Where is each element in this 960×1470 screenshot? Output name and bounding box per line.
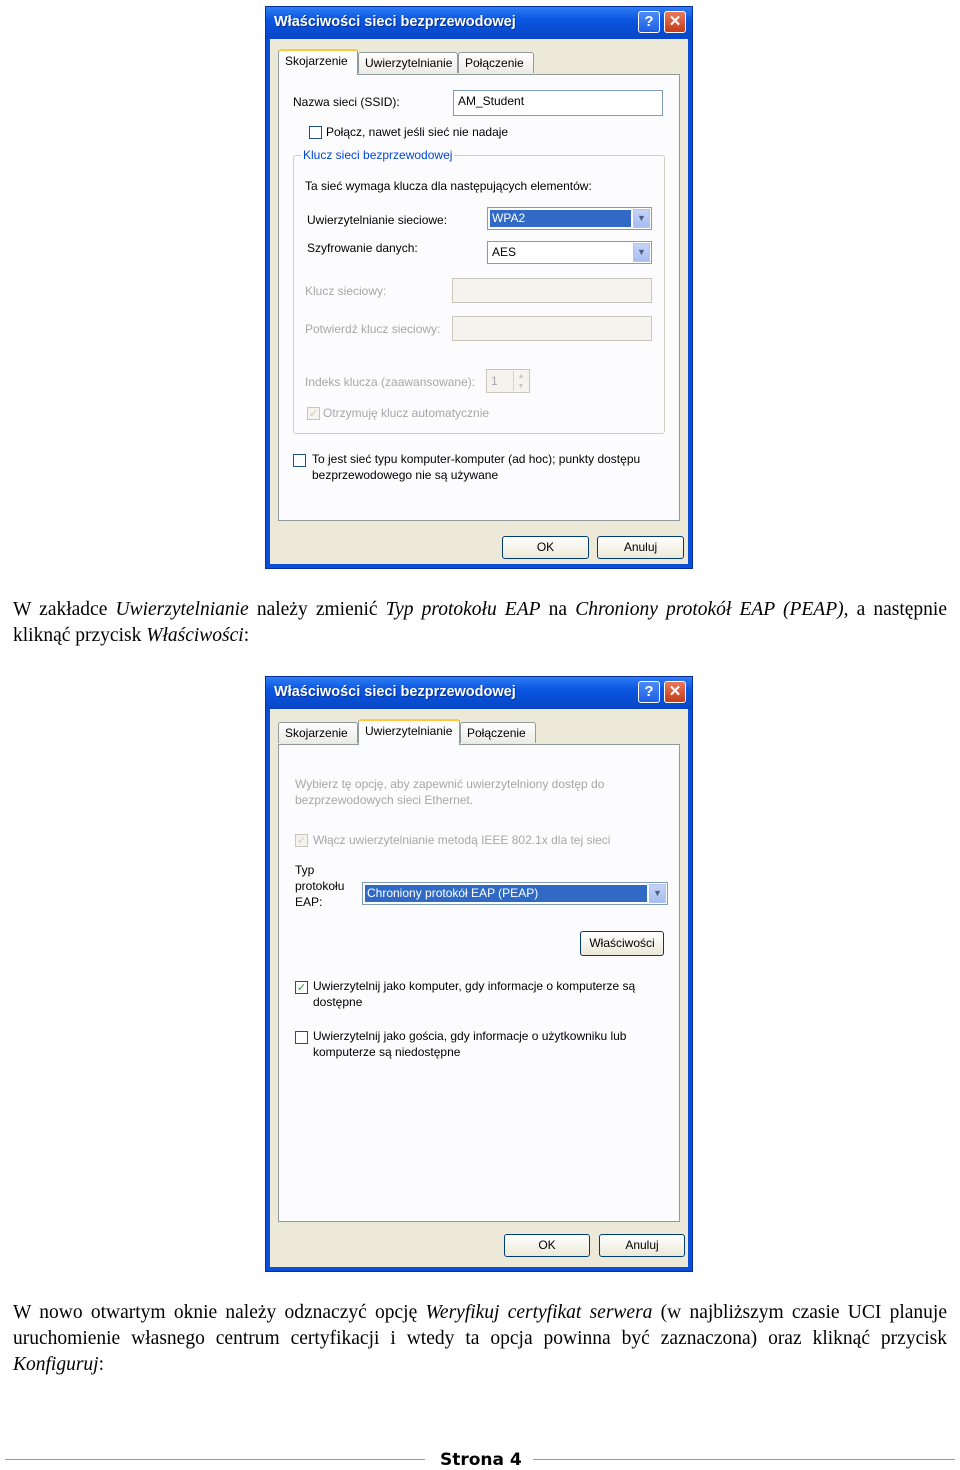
adhoc-checkbox[interactable] bbox=[293, 454, 306, 467]
dialog-body bbox=[270, 709, 688, 1267]
chevron-down-icon: ▼ bbox=[633, 209, 650, 228]
instruction-paragraph-1 bbox=[13, 597, 947, 649]
eap-type-select[interactable] bbox=[362, 882, 668, 905]
ieee8021x-checkbox: ✓ bbox=[296, 834, 307, 847]
italic-run: Typ protokołu EAP bbox=[385, 599, 541, 620]
connect-non-broadcast-checkbox[interactable] bbox=[309, 126, 322, 139]
network-key-group-title: Klucz sieci bezprzewodowej bbox=[303, 148, 453, 162]
footer-rule-right bbox=[533, 1459, 955, 1460]
tab-association[interactable]: Skojarzenie bbox=[278, 722, 358, 743]
dialog-title: Właściwości sieci bezprzewodowej bbox=[274, 14, 516, 30]
intro-line1: Wybierz tę opcję, aby zapewnić uwierzytelniony dostęp do bbox=[295, 777, 605, 791]
spinner-arrows-icon: ▲ ▼ bbox=[513, 371, 528, 391]
eap-type-label-line2: protokołu bbox=[295, 879, 345, 893]
auth-as-guest-label-line2: komputerze są niedostępne bbox=[313, 1045, 461, 1059]
cancel-button[interactable]: Anuluj bbox=[599, 1234, 685, 1257]
tab-authentication[interactable]: Uwierzytelnianie bbox=[358, 52, 458, 73]
italic-run: Chroniony protokół EAP (PEAP) bbox=[575, 599, 844, 620]
text-run: , a następnie kliknąć przycisk bbox=[13, 599, 947, 646]
tab-connection[interactable]: Połączenie bbox=[460, 722, 536, 743]
italic-run: Właściwości bbox=[146, 625, 244, 646]
confirm-key-input bbox=[452, 316, 652, 341]
network-auth-select[interactable] bbox=[487, 207, 652, 230]
key-index-label: Indeks klucza (zaawansowane): bbox=[305, 375, 476, 389]
footer-rule-left bbox=[5, 1459, 425, 1460]
network-key-input bbox=[452, 278, 652, 303]
data-encryption-label: Szyfrowanie danych: bbox=[307, 241, 418, 255]
ieee8021x-label: Włącz uwierzytelnianie metodą IEEE 802.1x dla tej sieci bbox=[313, 833, 611, 847]
confirm-key-label: Potwierdź klucz sieciowy: bbox=[305, 322, 441, 336]
auth-as-guest-checkbox[interactable] bbox=[295, 1031, 308, 1044]
page-number: Strona 4 bbox=[440, 1450, 522, 1470]
italic-run: Konfiguruj bbox=[13, 1354, 99, 1375]
auth-as-computer-checkbox[interactable]: ✓ bbox=[296, 981, 307, 994]
data-encryption-select[interactable] bbox=[487, 241, 652, 264]
text-run: (w najbliższym czasie UCI planuje uruchomienie własnego centrum certyfikacji i wtedy ta opcja powinna być zaznaczona) oraz kliknąć przycisk bbox=[13, 1302, 947, 1349]
key-required-label: Ta sieć wymaga klucza dla następujących elementów: bbox=[305, 179, 592, 193]
connect-non-broadcast-label: Połącz, nawet jeśli sieć nie nadaje bbox=[326, 125, 509, 139]
tab-authentication[interactable]: Uwierzytelnianie bbox=[358, 719, 460, 745]
auth-as-computer-label-line1: Uwierzytelnij jako komputer, gdy informacje o komputerze są bbox=[313, 979, 636, 993]
key-index-stepper bbox=[486, 369, 530, 393]
dialog-body bbox=[270, 39, 688, 564]
network-key-label: Klucz sieciowy: bbox=[305, 284, 387, 298]
data-encryption-value: AES bbox=[492, 245, 517, 259]
ssid-input[interactable]: AM_Student bbox=[453, 90, 663, 116]
intro-line2: bezprzewodowych sieci Ethernet. bbox=[295, 793, 474, 807]
auth-as-computer-label-line2: dostępne bbox=[313, 995, 363, 1009]
ssid-label: Nazwa sieci (SSID): bbox=[293, 95, 400, 109]
text-run: : bbox=[98, 1354, 105, 1375]
auto-key-label: Otrzymuję klucz automatycznie bbox=[323, 406, 490, 420]
auth-as-guest-label-line1: Uwierzytelnij jako gościa, gdy informacje o użytkowniku lub bbox=[313, 1029, 627, 1043]
eap-type-label-line1: Typ bbox=[295, 863, 315, 877]
properties-button[interactable]: Właściwości bbox=[580, 931, 664, 956]
text-run: : bbox=[243, 625, 250, 646]
ok-button[interactable]: OK bbox=[502, 536, 589, 559]
chevron-down-icon: ▼ bbox=[649, 884, 666, 903]
eap-type-value: Chroniony protokół EAP (PEAP) bbox=[365, 885, 647, 902]
wireless-properties-dialog-association bbox=[265, 6, 693, 569]
instruction-paragraph-2 bbox=[13, 1300, 947, 1378]
dialog-title: Właściwości sieci bezprzewodowej bbox=[274, 684, 516, 700]
tab-association[interactable]: Skojarzenie bbox=[278, 49, 358, 75]
text-run: W zakładce bbox=[13, 599, 116, 620]
auto-key-checkbox: ✓ bbox=[308, 407, 319, 420]
cancel-button[interactable]: Anuluj bbox=[597, 536, 684, 559]
key-index-value: 1 bbox=[491, 374, 498, 388]
adhoc-label-line1: To jest sieć typu komputer-komputer (ad hoc); punkty dostępu bbox=[312, 452, 641, 466]
tab-connection[interactable]: Połączenie bbox=[458, 52, 534, 73]
network-key-group bbox=[293, 148, 665, 434]
help-icon[interactable]: ? bbox=[638, 681, 660, 703]
tab-panel bbox=[278, 74, 680, 521]
network-auth-label: Uwierzytelnianie sieciowe: bbox=[307, 213, 448, 227]
text-run: na bbox=[540, 599, 576, 620]
close-icon[interactable]: ✕ bbox=[664, 681, 686, 703]
tab-panel bbox=[278, 744, 680, 1222]
wireless-properties-dialog-authentication bbox=[265, 676, 693, 1272]
text-run: W nowo otwartym oknie należy odznaczyć opcję bbox=[13, 1302, 426, 1323]
italic-run: Weryfikuj certyfikat serwera bbox=[425, 1302, 653, 1323]
network-auth-value: WPA2 bbox=[490, 210, 631, 227]
adhoc-label-line2: bezprzewodowego nie są używane bbox=[312, 468, 499, 482]
title-bar bbox=[266, 677, 692, 709]
chevron-down-icon: ▼ bbox=[633, 243, 650, 262]
close-icon[interactable]: ✕ bbox=[664, 11, 686, 33]
italic-run: Uwierzytelnianie bbox=[115, 599, 249, 620]
eap-type-label-line3: EAP: bbox=[295, 895, 323, 909]
ok-button[interactable]: OK bbox=[504, 1234, 590, 1257]
title-bar bbox=[266, 7, 692, 39]
text-run: należy zmienić bbox=[248, 599, 386, 620]
help-icon[interactable]: ? bbox=[638, 11, 660, 33]
